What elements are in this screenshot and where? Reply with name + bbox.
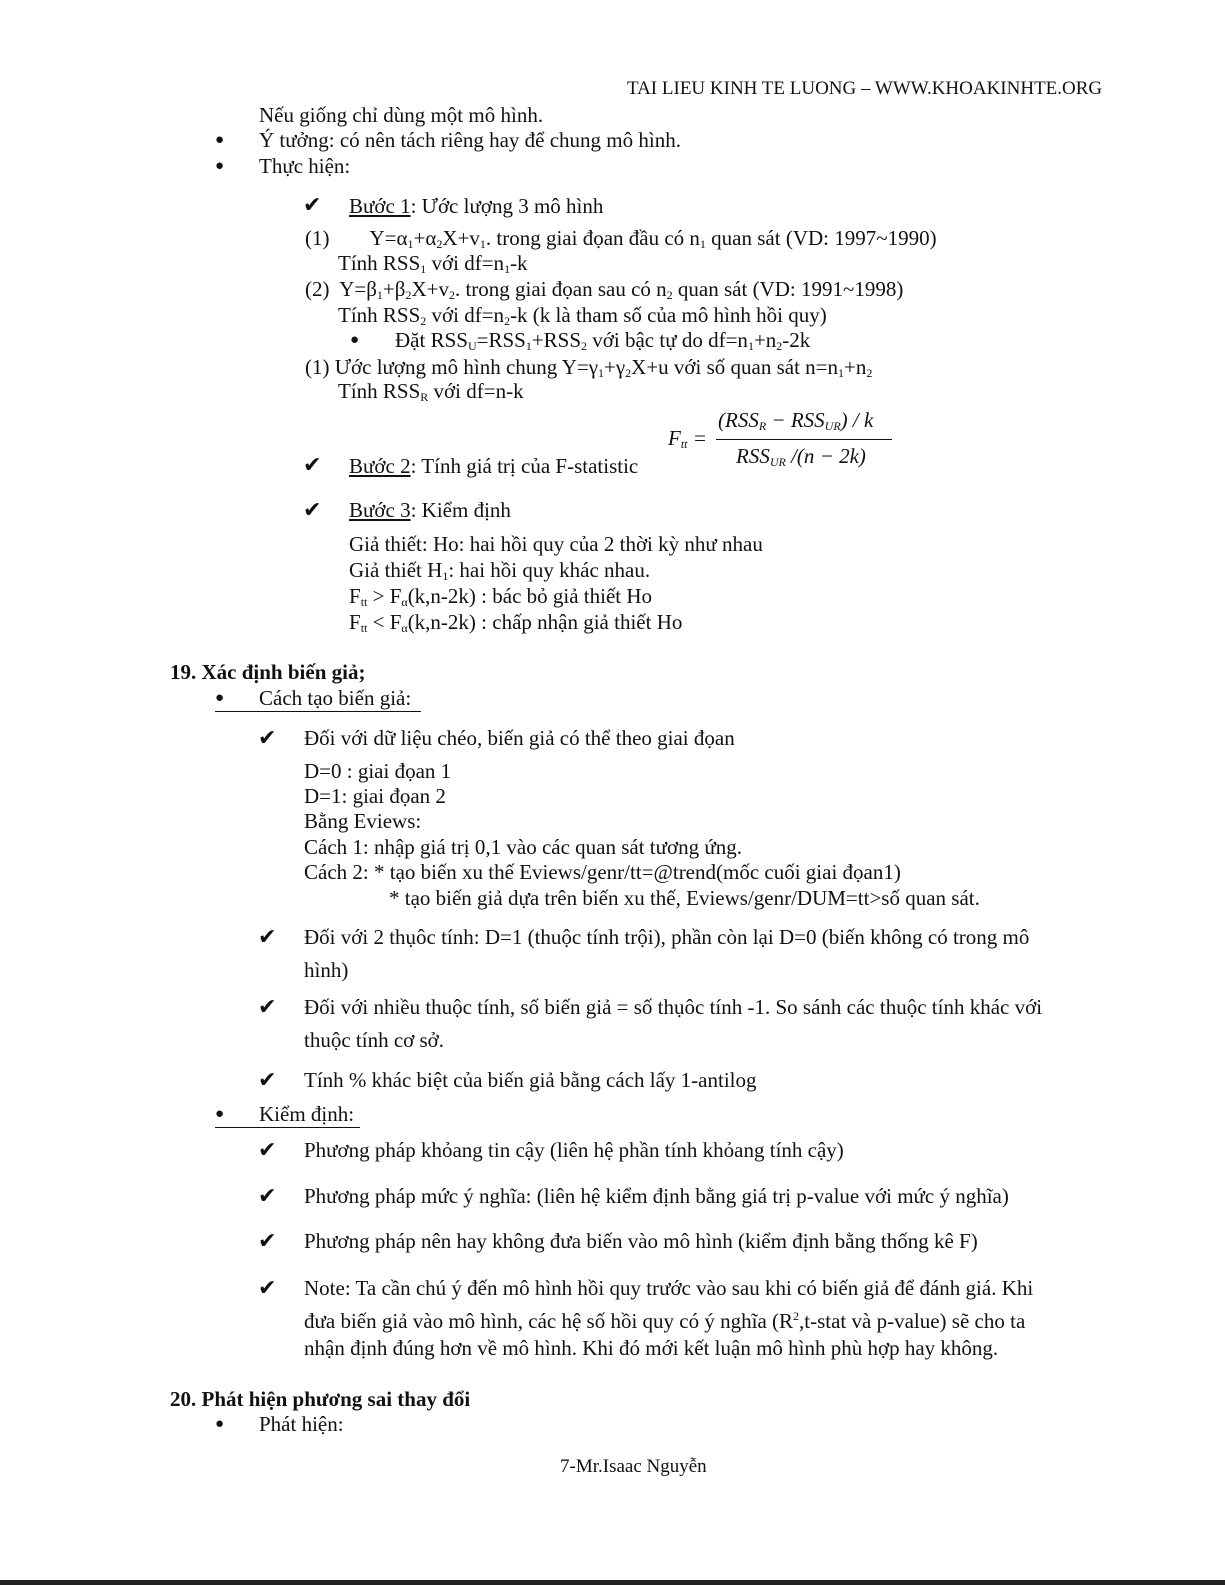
intro-line: Nếu giống chỉ dùng một mô hình. [259,103,544,127]
check-icon: ✔ [258,995,277,1020]
ci-method-line: Phương pháp khỏang tin cậy (liên hệ phần tính khỏang tính cậy) [304,1138,844,1162]
bullet-dot-icon: ● [215,1106,225,1122]
way1-line: Cách 1: nhập giá trị 0,1 vào các quan sát tương ứng. [304,835,743,859]
bullet-detect [259,1414,344,1435]
hypothesis-h0: Giả thiết: Ho: hai hồi quy của 2 thời kỳ như nhau [349,532,763,556]
f-statistic-formula [668,410,898,474]
model1-rss: Tính $RSS_1$ với $df=n_1-k$ [338,251,528,276]
model3-line: (1) Ước lượng mô hình chung $Y=\gamma_1+\gamma_2X+u$ với số quan sát $n=n_1+n_2$ [305,355,873,380]
step2-label: Bước 2 [349,454,411,478]
reject-rule: $F_{tt} > F_\alpha(k,n-2k)$ : bác bỏ giả thiết Ho [349,584,653,609]
cross-data-item: Đối với dữ liệu chéo, biến giả có thể theo giai đọan [304,726,735,750]
model1-line: (1) $Y=\alpha_1+\alpha_2X+v_1$. trong giai đọan đầu có $n_1$ quan sát (VD: 1997~1990) [305,226,937,251]
step3-text: : Kiểm định [410,498,511,522]
step3-label: Bước 3 [349,498,411,522]
two-attr-line1: Đối với 2 thụôc tính: D=1 (thuộc tính trội), phần còn lại D=0 (biến không có trong mô [304,925,1030,949]
note-line2: đưa biến giả vào mô hình, các hệ số hồi quy có ý nghĩa ($R^2,t$-stat và p-value) sẽ cho ta [304,1309,1026,1333]
test-heading: ● Kiểm định: [215,1104,360,1128]
check-icon: ✔ [258,1276,277,1301]
step2-heading [349,456,638,477]
rssu-line: ● Đặt $RSS_U=RSS_1+RSS_2$ với bậc tự do $df=n_1+n_2-2k$ [350,328,811,353]
idea-text: Ý tưởng: có nên tách riêng hay để chung mô hình. [259,128,681,152]
step1-label: Bước 1 [349,194,411,218]
bullet-dot-icon: ● [350,332,360,348]
step1-heading [349,196,603,217]
detect-text: Phát hiện: [259,1412,344,1436]
percent-diff-line: Tính % khác biệt của biến giả bằng cách lấy 1-antilog [304,1068,757,1092]
f-method-line: Phương pháp nên hay không đưa biến vào mô hình (kiểm định bằng thống kê F) [304,1229,978,1253]
bottom-border [0,1580,1225,1585]
model2-line: (2) $Y=\beta_1+\beta_2X+v_2$. trong giai đọan sau có $n_2$ quan sát (VD: 1991~1998) [305,277,904,302]
check-icon: ✔ [258,1138,277,1163]
section-19-title: 19. Xác định biến giả; [170,660,366,684]
check-icon: ✔ [258,1068,277,1093]
section-20-title: 20. Phát hiện phương sai thay đổi [170,1387,471,1411]
d0-line: D=0 : giai đọan 1 [304,759,452,783]
d1-line: D=1: giai đọan 2 [304,784,446,808]
bullet-dot-icon: ● [215,690,225,706]
formula-bar [716,439,892,440]
eviews-line: Bằng Eviews: [304,809,422,833]
many-attr-line1: Đối với nhiều thuộc tính, số biến giả = số thụôc tính -1. So sánh các thuộc tính khác với [304,995,1043,1019]
check-icon: ✔ [258,925,277,950]
step3-heading [349,500,511,521]
formula-lhs: $F_{tt}$ = [668,426,707,451]
model3-rss: Tính $RSS_R$ với df=n-k [338,379,524,404]
check-icon: ✔ [303,193,322,218]
page-header: TAI LIEU KINH TE LUONG – WWW.KHOAKINHTE.ORG [627,78,1103,99]
bullet-idea [259,130,681,151]
step1-text: : Ước lượng 3 mô hình [410,194,604,218]
sig-method-line: Phương pháp mức ý nghĩa: (liên hệ kiểm định bằng giá trị p-value với mức ý nghĩa) [304,1184,1009,1208]
many-attr-line2: thuộc tính cơ sở. [304,1028,445,1052]
formula-numerator: $(RSS_R - RSS_{UR}) / k$ [718,408,874,433]
note-line1: Note: Ta cần chú ý đến mô hình hồi quy trước vào sau khi có biến giả để đánh giá. Khi [304,1276,1034,1300]
step2-text: : Tính giá trị của F-statistic [410,454,639,478]
check-icon: ✔ [303,498,322,523]
model2-rss: Tính $RSS_2$ với $df=n_2-k$ (k là tham số của mô hình hồi quy) [338,303,827,328]
check-icon: ✔ [258,1184,277,1209]
create-dummy-heading: ● Cách tạo biến giả: [215,688,421,712]
check-icon: ✔ [258,726,277,751]
way2b-line: * tạo biến giả dựa trên biến xu thế, Eviews/genr/DUM=tt>số quan sát. [389,886,980,910]
accept-rule: $F_{tt} < F_\alpha(k,n-2k)$ : chấp nhận giả thiết Ho [349,610,683,635]
check-icon: ✔ [303,453,322,478]
hypothesis-h1: Giả thiết $H_1$: hai hồi quy khác nhau. [349,558,651,583]
check-icon: ✔ [258,1229,277,1254]
way2a-line: Cách 2: * tạo biến xu thế Eviews/genr/tt=@trend(mốc cuối giai đọan1) [304,860,901,884]
note-line3: nhận định đúng hơn về mô hình. Khi đó mới kết luận mô hình phù hợp hay không. [304,1336,999,1360]
implement-text: Thực hiện: [259,154,351,178]
two-attr-line2: hình) [304,958,349,982]
bullet-implement [259,156,350,177]
page-footer: 7-Mr.Isaac Nguyễn [560,1456,707,1477]
formula-denominator: $RSS_{UR}$ /(n − 2k) [736,444,866,469]
